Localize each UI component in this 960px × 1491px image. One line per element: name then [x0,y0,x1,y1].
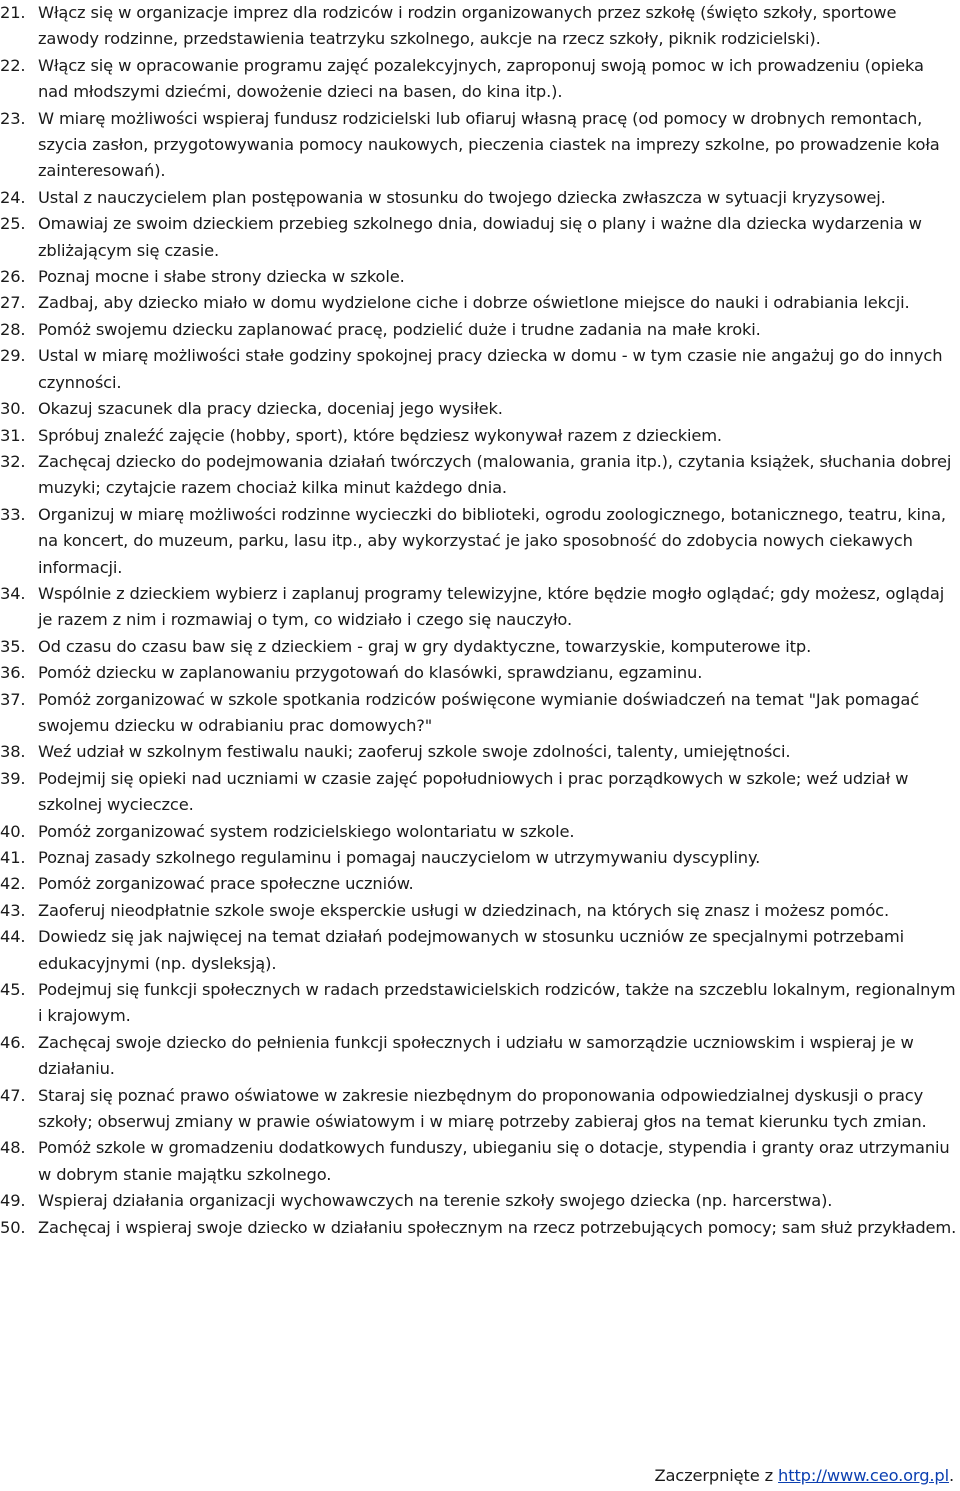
list-item [0,264,958,290]
item-text: Włącz się w organizacje imprez dla rodziców i rodzin organizowanych przez szkołę (święto szkoły, sportowe zawody rodzinne, przedstawienia teatrzyku szkolnego, aukcje na rzecz szkoły, piknik rodzicielski). [38,3,897,49]
item-text: Dowiedz się jak najwięcej na temat działań podejmowanych w stosunku uczniów ze specjalnymi potrzebami edukacyjnymi (np. dysleksją). [38,927,905,973]
item-number: 42. [0,874,26,894]
list-item [0,898,958,924]
item-text: Zaoferuj nieodpłatnie szkole swoje eksperckie usługi w dziedzinach, na których się znasz i możesz pomóc. [38,900,890,920]
list-item [0,53,958,106]
item-number: 30. [0,399,26,419]
item-number: 43. [0,900,26,920]
item-number: 23. [0,108,26,128]
item-number: 34. [0,583,26,603]
item-number: 50. [0,1217,26,1237]
item-text: Zachęcaj swoje dziecko do pełnienia funkcji społecznych i udziału w samorządzie uczniowskim i wspieraj je w działaniu. [38,1032,914,1079]
list-item [0,0,958,53]
item-text: Organizuj w miarę możliwości rodzinne wycieczki do biblioteki, ogrodu zoologicznego, botanicznego, teatru, kina, na koncert, do muzeum, parku, lasu itp., aby wykorzystać je jako sposobność do zdobycia nowych ciekawych informacji. [38,504,946,577]
item-number: 37. [0,689,26,709]
list-item [0,185,958,211]
list-item [0,634,958,660]
source-footer [654,1465,954,1487]
item-number: 22. [0,55,26,75]
item-text: Okazuj szacunek dla pracy dziecka, doceniaj jego wysiłek. [38,399,503,419]
item-text: Podejmij się opieki nad uczniami w czasie zajęć popołudniowych i prac porządkowych w szkole; weź udział w szkolnej wycieczce. [38,768,909,815]
item-text: Pomóż szkole w gromadzeniu dodatkowych funduszy, ubieganiu się o dotacje, stypendia i granty oraz utrzymaniu w dobrym stanie majątku szkolnego. [38,1138,950,1184]
item-number: 29. [0,346,26,366]
list-item [0,317,958,343]
footer-prefix: Zaczerpnięte z [654,1466,779,1485]
list-item [0,423,958,449]
source-link[interactable]: http://www.ceo.org.pl [778,1466,949,1485]
list-item [0,819,958,845]
list-item [0,211,958,264]
item-text: Zadbaj, aby dziecko miało w domu wydzielone ciche i dobrze oświetlone miejsce do nauki i odrabiania lekcji. [38,293,910,313]
item-number: 40. [0,821,26,841]
list-item [0,1135,958,1188]
item-text: Spróbuj znaleźć zajęcie (hobby, sport), które będziesz wykonywał razem z dzieckiem. [38,425,722,445]
list-item [0,871,958,897]
item-text: Zachęcaj i wspieraj swoje dziecko w działaniu społecznym na rzecz potrzebujących pomocy; sam służ przykładem. [38,1217,957,1237]
list-item [0,449,958,502]
item-text: Wspólnie z dzieckiem wybierz i zaplanuj programy telewizyjne, które będzie mogło oglądać; gdy możesz, oglądaj je razem z nim i rozmawiaj o tym, co widziało i czego się nauczyło. [38,583,945,630]
item-number: 28. [0,319,26,339]
item-number: 44. [0,927,26,947]
item-text: Weź udział w szkolnym festiwalu nauki; zaoferuj szkole swoje zdolności, talenty, umiejętności. [38,742,791,762]
item-text: Ustal w miarę możliwości stałe godziny spokojnej pracy dziecka w domu - w tym czasie nie angażuj go do innych czynności. [38,346,943,392]
item-number: 31. [0,425,26,445]
list-item [0,687,958,740]
list-item [0,396,958,422]
list-item [0,1030,958,1083]
item-text: Omawiaj ze swoim dzieckiem przebieg szkolnego dnia, dowiaduj się o plany i ważne dla dziecka wydarzenia w zbliżającym się czasie. [38,214,922,260]
item-text: W miarę możliwości wspieraj fundusz rodzicielski lub ofiaruj własną pracę (od pomocy w drobnych remontach, szycia zasłon, przygotowywania pomocy naukowych, pieczenia ciastek na imprezy szkolne, po prowadzenie koła zainteresowań). [38,108,940,181]
list-item [0,106,958,185]
item-number: 45. [0,980,26,1000]
item-text: Pomóż zorganizować prace społeczne uczniów. [38,874,414,894]
item-number: 24. [0,187,26,207]
list-item [0,977,958,1030]
item-text: Pomóż swojemu dziecku zaplanować pracę, podzielić duże i trudne zadania na małe kroki. [38,319,761,339]
item-text: Od czasu do czasu baw się z dzieckiem - graj w gry dydaktyczne, towarzyskie, komputerowe itp. [38,636,812,656]
item-number: 32. [0,451,26,471]
list-item [0,343,958,396]
item-number: 49. [0,1191,26,1211]
item-text: Poznaj zasady szkolnego regulaminu i pomagaj nauczycielom w utrzymywaniu dyscypliny. [38,848,761,867]
list-item [0,924,958,977]
item-text: Podejmuj się funkcji społecznych w radach przedstawicielskich rodziców, także na szczeblu lokalnym, regionalnym i krajowym. [38,980,956,1026]
item-number: 26. [0,267,26,287]
list-item [0,290,958,316]
list-item [0,660,958,686]
item-text: Poznaj mocne i słabe strony dziecka w szkole. [38,267,405,287]
list-item [0,845,958,871]
item-text: Pomóż zorganizować w szkole spotkania rodziców poświęcone wymianie doświadczeń na temat "Jak pomagać swojemu dziecku w odrabianiu prac domowych?" [38,689,920,735]
item-number: 38. [0,742,26,762]
item-number: 27. [0,293,26,313]
item-text: Zachęcaj dziecko do podejmowania działań twórczych (malowania, grania itp.), czytania książek, słuchania dobrej muzyki; czytajcie razem chociaż kilka minut każdego dnia. [38,451,952,498]
item-text: Wspieraj działania organizacji wychowawczych na terenie szkoły swojego dziecka (np. harcerstwa). [38,1191,833,1211]
item-number: 39. [0,768,26,788]
item-number: 48. [0,1138,26,1158]
list-item [0,1083,958,1136]
item-text: Ustal z nauczycielem plan postępowania w stosunku do twojego dziecka zwłaszcza w sytuacji kryzysowej. [38,187,886,207]
list-item [0,739,958,765]
list-item [0,1215,958,1241]
item-number: 46. [0,1032,26,1052]
item-number: 36. [0,663,26,683]
footer-suffix: . [948,1466,954,1485]
list-item [0,581,958,634]
list-item [0,1188,958,1214]
item-number: 35. [0,636,26,656]
list-item [0,766,958,819]
item-number: 21. [0,3,26,22]
item-number: 47. [0,1085,26,1105]
item-number: 25. [0,214,26,234]
item-text: Pomóż zorganizować system rodzicielskiego wolontariatu w szkole. [38,821,575,841]
item-text: Staraj się poznać prawo oświatowe w zakresie niezbędnym do proponowania odpowiedzialnej dyskusji o pracy szkoły; obserwuj zmiany w prawie oświatowym i w miarę potrzeby zabieraj głos na temat kierunku tych zmian. [38,1085,927,1132]
item-number: 33. [0,504,26,524]
list-item [0,502,958,581]
item-text: Pomóż dziecku w zaplanowaniu przygotowań do klasówki, sprawdzianu, egzaminu. [38,663,703,683]
item-number: 41. [0,848,26,867]
item-text: Włącz się w opracowanie programu zajęć pozalekcyjnych, zaproponuj swoją pomoc w ich prowadzeniu (opieka nad młodszymi dziećmi, dowożenie dzieci na basen, do kina itp.). [38,55,924,102]
